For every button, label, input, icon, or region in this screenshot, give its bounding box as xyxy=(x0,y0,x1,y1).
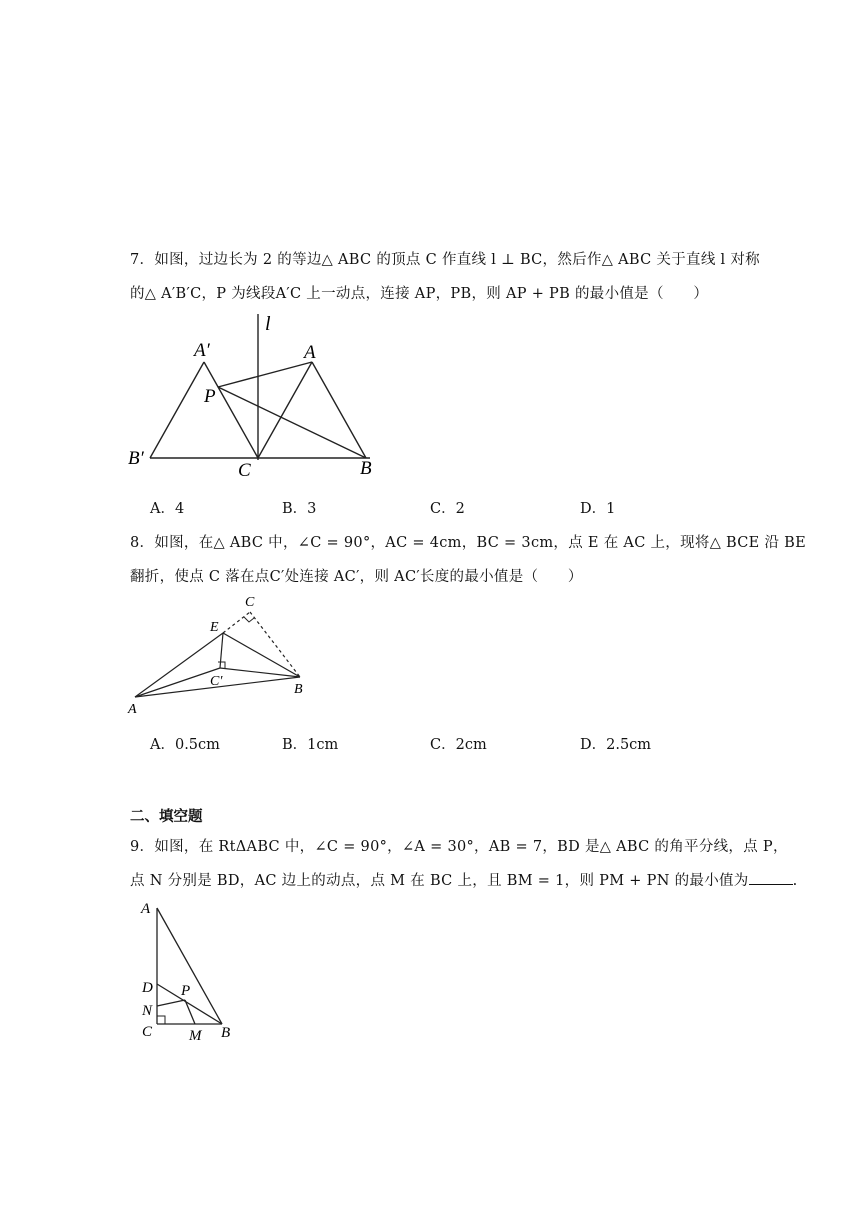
label-c-prime: C′ xyxy=(210,674,223,689)
q8-option-c[interactable]: C．2cm xyxy=(430,737,487,753)
q7-option-d[interactable]: D．1 xyxy=(580,501,616,517)
q8-figure xyxy=(120,590,320,720)
q9-text-line2 xyxy=(130,869,798,890)
seg-bprime-aprime xyxy=(150,362,204,458)
seg-e-cprime xyxy=(220,633,223,668)
seg-p-a xyxy=(218,362,312,387)
q8-text-line2: 翻折，使点 C 落在点C′处连接 AC′，则 AC′长度的最小值是（ ） xyxy=(130,569,583,585)
label-a: A xyxy=(128,702,137,717)
q7-option-a[interactable]: A．4 xyxy=(150,501,185,517)
q9-text-line2-main: 点 N 分别是 BD，AC 边上的动点，点 M 在 BC 上，且 BM = 1，则 PM + PN 的最小值为 xyxy=(130,873,749,889)
label-m: M xyxy=(189,1028,202,1044)
label-a-prime: A′ xyxy=(194,340,210,361)
label-c: C xyxy=(238,460,251,481)
label-p: P xyxy=(181,983,191,999)
q7-option-c[interactable]: C．2 xyxy=(430,501,465,517)
q9-figure xyxy=(135,898,245,1048)
label-a: A xyxy=(304,342,316,363)
right-angle-c xyxy=(157,1016,165,1024)
seg-a-b xyxy=(312,362,366,458)
q9-text-line1: 9．如图，在 RtΔABC 中，∠C = 90°，∠A = 30°，AB = 7，BD 是△ ABC 的角平分线，点 P， xyxy=(130,839,788,855)
q7-figure xyxy=(120,310,400,485)
label-b: B xyxy=(294,682,303,697)
label-b: B xyxy=(360,458,372,479)
section-title-fill-in: 二、填空题 xyxy=(130,809,203,825)
label-a: A xyxy=(141,901,151,917)
label-e: E xyxy=(210,620,219,635)
label-n: N xyxy=(142,1003,153,1019)
seg-cprime-b xyxy=(220,668,300,677)
q8-option-b[interactable]: B．1cm xyxy=(282,737,339,753)
seg-a-b xyxy=(157,908,222,1024)
q8-text-line1: 8．如图，在△ ABC 中，∠C = 90°，AC = 4cm，BC = 3cm，点 E 在 AC 上，现将△ BCE 沿 BE xyxy=(130,535,807,551)
answer-blank[interactable] xyxy=(749,872,793,885)
q9-text-line2-end: . xyxy=(792,873,798,889)
seg-e-b xyxy=(223,633,300,677)
label-c: C xyxy=(245,595,255,610)
seg-n-p xyxy=(157,1000,185,1006)
seg-aprime-c xyxy=(204,362,258,458)
q7-text-line2: 的△ A′B′C，P 为线段A′C 上一动点，连接 AP，PB，则 AP + PB 的最小值是（ ） xyxy=(130,286,709,302)
right-angle-c xyxy=(244,617,254,622)
q7-option-b[interactable]: B．3 xyxy=(282,501,317,517)
q8-option-d[interactable]: D．2.5cm xyxy=(580,737,652,753)
label-d: D xyxy=(142,980,153,996)
label-l: l xyxy=(265,313,271,335)
q7-text-line1: 7．如图，过边长为 2 的等边△ ABC 的顶点 C 作直线 l ⊥ BC，然后作△ ABC 关于直线 l 对称 xyxy=(130,252,760,268)
label-b: B xyxy=(221,1025,231,1041)
seg-e-c-dashed xyxy=(223,612,250,633)
q8-option-a[interactable]: A．0.5cm xyxy=(150,737,220,753)
label-c: C xyxy=(142,1024,153,1040)
seg-a-cprime xyxy=(135,668,220,697)
seg-c-b-dashed xyxy=(250,612,300,677)
label-b-prime: B′ xyxy=(128,448,144,469)
label-p: P xyxy=(204,386,216,407)
